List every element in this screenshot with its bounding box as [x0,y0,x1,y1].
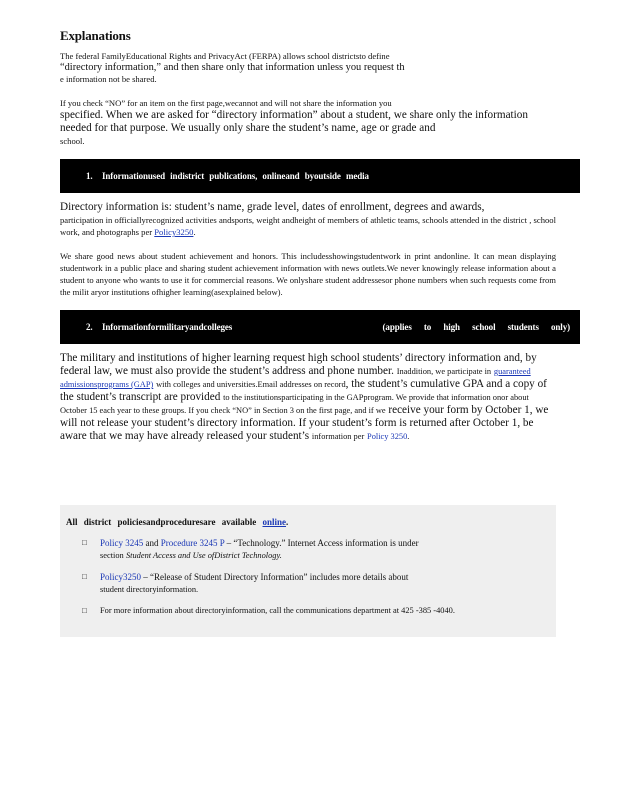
section-note: (applies to high school students only) [382,322,570,332]
document-page [60,28,570,455]
section-heading: Informationformilitaryandcolleges [102,322,233,332]
list-item [66,537,548,562]
intro-text: e information not be shared. [60,74,157,84]
page-title: Explanations [60,28,131,43]
policies-heading-text: All district policiesandproceduresare available [66,517,257,527]
section-text: The military and institutions of higher learning request high school students’ directory information and, by federal law, we must also provide the student’s address and phone number. [60,352,537,377]
intro-text: “directory information,” and then share only that information unless you request th [60,62,405,73]
policies-heading-text: . [286,517,289,527]
list-text: student directoryinformation. [100,585,199,594]
list-item [66,571,548,596]
policies-heading [66,517,548,527]
checkbox-bullet-icon: □ [82,606,87,615]
section-text: participation in officiallyrecognized activities andsports, weight andheight of members of athletic teams, schools attended in the district , school work, and photographs per [60,215,556,237]
list-text: For more information about directoryinformation, call the communications department at 425 -385 -4040. [100,606,455,615]
intro-paragraph-2 [60,97,556,147]
section-2-paragraph [60,352,556,443]
section-text: with colleges and universities.Email addresses on record [156,380,346,389]
policy-3250-link-2[interactable]: Policy 3250 [367,432,408,441]
policy-3250-link[interactable]: Policy3250 [154,227,194,237]
checkbox-bullet-icon: □ [82,572,87,581]
checkbox-bullet-icon: □ [82,538,87,547]
list-text: Student Access and Use ofDistrict Technology. [125,551,282,560]
section-1-paragraph-1 [60,201,556,238]
section-text: Inaddition, we participate in [396,367,492,376]
list-text: – “Technology.” Internet Access information is under [226,538,419,548]
policies-box [60,505,556,637]
intro-text: specified. When we are asked for “directory information” about a student, we share only the information needed for that purpose. We usually only share the student’s name, age or grade and [60,109,528,134]
section-1-header [60,159,580,193]
intro-paragraph-1 [60,50,556,85]
section-2-header [60,310,580,344]
section-text: to the institutionsparticipating in the GAPprogram. We provide that information onor about October 15 each year to these groups. If you check “NO” in Section 3 on the first page, and if we [60,393,529,415]
list-text: and [145,538,159,548]
section-heading: Informationused indistrict publications, onlineand byoutside media [102,171,369,181]
intro-text: If you check “NO” for an item on the first page,wecannot and will not share the information you [60,98,392,108]
section-number: 1. [86,171,93,181]
list-text: – “Release of Student Directory Information” includes more details about [143,572,409,582]
list-text: section [100,551,124,560]
policy-3250-link-3[interactable]: Policy3250 [100,572,142,582]
section-text: . [193,227,196,237]
policy-3245-link[interactable]: Policy 3245 [100,538,144,548]
section-text: , the student’s cumulative GPA and a copy of the student’s transcript are provided [60,378,547,403]
section-text: . [407,432,410,441]
section-number: 2. [86,322,93,332]
procedure-3245p-link[interactable]: Procedure 3245 P [160,538,225,548]
gap-link[interactable]: guaranteed admissionsprograms (GAP) [60,367,531,389]
intro-text: school. [60,136,85,146]
intro-text: The federal FamilyEducational Rights and PrivacyAct (FERPA) allows school districtsto define [60,51,390,61]
section-text: information per [311,432,365,441]
section-text: receive your form by October 1, we will not release your student’s directory information. If your student’s form is returned after October 1, be aware that we may have already released your student’s [60,404,549,442]
section-text: Directory information is: student’s name, grade level, dates of enrollment, degrees and awards, [60,201,485,213]
online-link[interactable]: online [262,517,287,527]
section-1-paragraph-2 [60,250,556,298]
list-item [66,605,548,617]
section-text: We share good news about student achievement and honors. This includesshowingstudentwork in print andonline. It can mean displaying studentwork in a public place and sharing student achievement information with news outlets.We never knowingly release information about a student to anyone who wants to use it for commercial reasons. We onlyshare student addressesor phone numbers when such requests come from the milit aryor institutions ofhigher learning(asexplained below). [60,251,556,297]
